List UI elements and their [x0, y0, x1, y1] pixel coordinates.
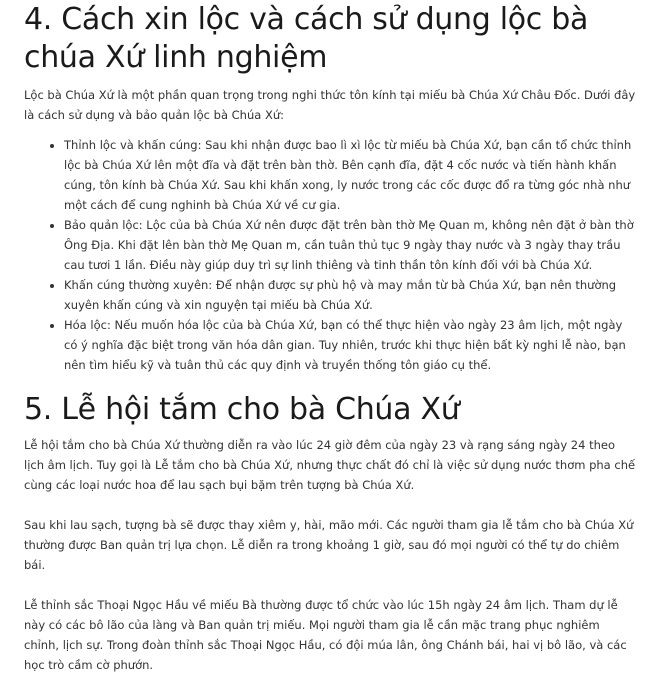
- section-5-paragraph-1: Lễ hội tắm cho bà Chúa Xứ thường diễn ra vào lúc 24 giờ đêm của ngày 23 và rạng sáng ngày 24 theo lịch âm lịch. Tuy gọi là Lễ tắm cho bà Chúa Xứ, nhưng thực chất đó chỉ là việc sử dụng nước thơm pha chế cùng các loại nước hoa để lau sạch bụi bặm trên tượng bà Chúa Xứ.: [24, 438, 636, 492]
- list-item-hoa-loc: • Hóa lộc: Nếu muốn hóa lộc của bà Chúa Xứ, bạn có thể thực hiện vào ngày 23 âm lịch, một ngày có ý nghĩa đặc biệt trong văn hóa dân gian. Tuy nhiên, trước khi thực hiện bất kỳ nghi lễ nào, bạn nên tìm hiểu kỹ và tuân thủ các quy định và truyền thống tôn giáo cụ thể.: [64, 315, 636, 375]
- section-5-heading: 5. Lễ hội tắm cho bà Chúa Xứ: [24, 392, 460, 427]
- list-item-bao-quan-loc: • Bảo quản lộc: Lộc của bà Chúa Xứ nên được đặt trên bàn thờ Mẹ Quan m, không nên đặt ở bàn thờ Ông Địa. Khi đặt lên bàn thờ Mẹ Quan m, cần tuân thủ tục 9 ngày thay nước và 3 ngày thay trầu cau tươi 1 lần. Điều này giúp duy trì sự linh thiêng và tinh thần tôn kính đối với bà Chúa Xứ.: [64, 215, 636, 275]
- section-4-list: [24, 135, 636, 375]
- section-4-intro: Lộc bà Chúa Xứ là một phần quan trọng trong nghi thức tôn kính tại miếu bà Chúa Xứ Châu Đốc. Dưới đây là cách sử dụng và bảo quản lộc bà Chúa Xứ:: [24, 88, 636, 122]
- list-item-khan-cung: • Khấn cúng thường xuyên: Để nhận được sự phù hộ và may mắn từ bà Chúa Xứ, bạn nên thường xuyên khấn cúng và xin nguyện tại miếu bà Chúa Xứ.: [64, 275, 636, 315]
- section-5-paragraph-3: Lễ thỉnh sắc Thoại Ngọc Hầu về miếu Bà thường được tổ chức vào lúc 15h ngày 24 âm lịch. Tham dự lễ này có các bô lão của làng và Ban quản trị miếu. Mọi người tham gia lễ cần mặc trang phục nghiêm chỉnh, lịch sự. Trong đoàn thỉnh sắc Thoại Ngọc Hầu, có đội múa lân, ông Chánh bái, hai vị bô lão, và các học trò cầm cờ phướn.: [24, 598, 627, 672]
- section-4-heading: 4. Cách xin lộc và cách sử dụng lộc bà chúa Xứ linh nghiệm: [24, 2, 589, 75]
- section-5-paragraph-2: Sau khi lau sạch, tượng bà sẽ được thay xiêm y, hài, mão mới. Các người tham gia lễ tắm cho bà Chúa Xứ thường được Ban quản trị lựa chọn. Lễ diễn ra trong khoảng 1 giờ, sau đó mọi người có thể tự do chiêm bái.: [24, 518, 634, 572]
- list-item-thinh-loc: • Thỉnh lộc và khấn cúng: Sau khi nhận được bao lì xì lộc từ miếu bà Chúa Xứ, bạn cần tổ chức thỉnh lộc bà Chúa Xứ lên một đĩa và đặt trên bàn thờ. Bên cạnh đĩa, đặt 4 cốc nước và tiến hành khấn cúng, tôn kính bà Chúa Xứ. Sau khi khấn xong, ly nước trong các cốc được đổ ra từng góc nhà như một cách để cung nghinh bà Chúa Xứ về cư gia.: [64, 135, 636, 215]
